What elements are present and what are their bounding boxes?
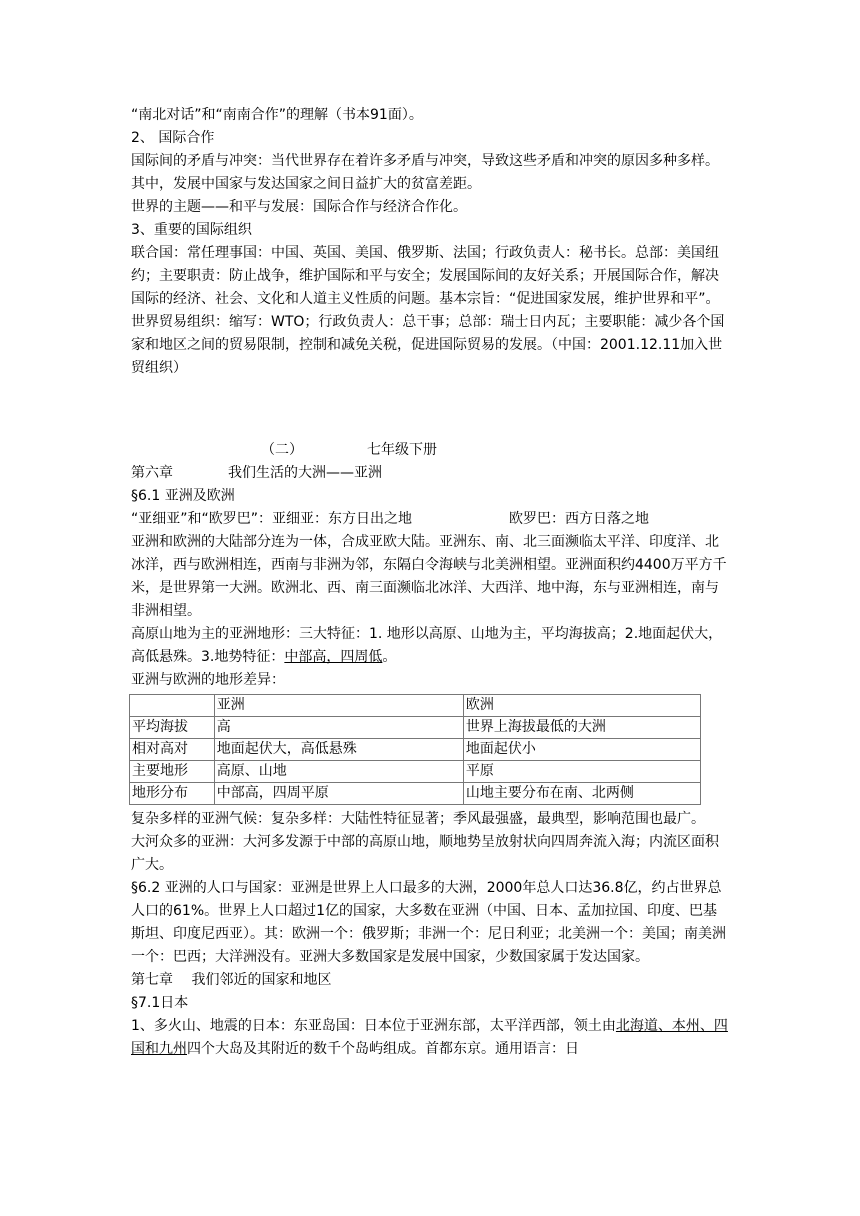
table-cell: 高 (214, 717, 463, 739)
paragraph: 大河众多的亚洲：大河多发源于中部的高原山地，顺地势呈放射状向四周奔流入海；内流区面积广大。 (131, 834, 719, 873)
subsection-heading: §6.1 亚洲及欧洲 (131, 488, 235, 504)
text-line (131, 508, 731, 531)
chapter-label: 第六章 (131, 465, 173, 481)
subsection-heading: §7.1日本 (131, 995, 189, 1011)
europe-name: 欧罗巴：西方日落之地 (509, 511, 649, 527)
underlined-text: 中部高，四周低 (284, 649, 383, 665)
table-row (130, 783, 701, 805)
table-cell: 地面起伏小 (463, 739, 700, 761)
paragraph: 复杂多样的亚洲气候：复杂多样：大陆性特征显著；季风最强盛，最典型，影响范围也最广。 (131, 811, 705, 827)
section-heading (131, 439, 731, 462)
paragraph: 联合国：常任理事国：中国、英国、美国、俄罗斯、法国；行政负责人：秘书长。总部：美国纽约；主要职责：防止战争，维护国际和平与安全；发展国际间的友好关系；开展国际合作，解决国际的经济、社会、文化和人道主义性质的问题。基本宗旨：“促进国家发展，维护世界和平”。 (131, 245, 720, 307)
paragraph: 1、多火山、地震的日本：东亚岛国：日本位于亚洲东部，太平洋西部，领土由北海道、本州、四国和九州四个大岛及其附近的数千个岛屿组成。首都东京。通用语言：日 (131, 1018, 728, 1057)
table-row (130, 761, 701, 783)
table-cell: 山地主要分布在南、北两侧 (463, 783, 700, 805)
table-cell: 世界上海拔最低的大洲 (463, 717, 700, 739)
table-cell (130, 695, 215, 717)
heading: 2、 国际合作 (131, 130, 215, 146)
paragraph: §6.2 亚洲的人口与国家：亚洲是世界上人口最多的大洲，2000年总人口达36.8亿，约占世界总人口的61%。世界上人口超过1亿的国家，大多数在亚洲（中国、日本、孟加拉国、印度、巴基斯坦、印度尼西亚）。其：欧洲一个：俄罗斯；非洲一个：尼日利亚；北美洲一个：美国；南美洲一个：巴西；大洋洲没有。亚洲大多数国家是发展中国家，少数国家属于发达国家。 (131, 880, 726, 965)
table-cell: 地面起伏大，高低悬殊 (214, 739, 463, 761)
table-row (130, 739, 701, 761)
table-cell: 中部高，四周平原 (214, 783, 463, 805)
underlined-text: 北海道、本州、四国和九州 (131, 1018, 728, 1057)
spacer (131, 380, 731, 439)
table-cell: 高原、山地 (214, 761, 463, 783)
chapter-heading (131, 462, 731, 485)
table-cell: 平原 (463, 761, 700, 783)
document-page (131, 104, 731, 1061)
chapter-title: 我们生活的大洲——亚洲 (228, 465, 382, 481)
table-header-cell: 欧洲 (463, 695, 700, 717)
table-cell: 平均海拔 (130, 717, 215, 739)
terrain-comparison-table (129, 694, 701, 805)
asia-name: “亚细亚”和“欧罗巴”：亚细亚：东方日出之地 (131, 511, 413, 527)
chapter-heading: 第七章 我们邻近的国家和地区 (131, 972, 332, 988)
table-row (130, 717, 701, 739)
section-title: 七年级下册 (367, 442, 437, 458)
table-cell: 主要地形 (130, 761, 215, 783)
table-caption: 亚洲与欧洲的地形差异： (131, 672, 285, 688)
paragraph: 世界的主题——和平与发展：国际合作与经济合作化。 (131, 199, 467, 215)
paragraph: 世界贸易组织：缩写：WTO；行政负责人：总干事；总部：瑞士日内瓦；主要职能：减少各个国家和地区之间的贸易限制，控制和减免关税，促进国际贸易的发展。（中国：2001.12.11加入世贸组织） (131, 314, 725, 376)
paragraph: 高原山地为主的亚洲地形：三大特征：1. 地形以高原、山地为主，平均海拔高；2.地面起伏大，高低悬殊。3.地势特征：中部高，四周低。 (131, 626, 723, 665)
table-header-cell: 亚洲 (214, 695, 463, 717)
table-header-row (130, 695, 701, 717)
heading: 3、重要的国际组织 (131, 222, 252, 238)
table-cell: 地形分布 (130, 783, 215, 805)
paragraph: 亚洲和欧洲的大陆部分连为一体，合成亚欧大陆。亚洲东、南、北三面濒临太平洋、印度洋、北冰洋，西与欧洲相连，西南与非洲为邻，东隔白令海峡与北美洲相望。亚洲面积约4400万平方千米，是世界第一大洲。欧洲北、西、南三面濒临北冰洋、大西洋、地中海，东与亚洲相连，南与非洲相望。 (131, 534, 727, 619)
text-line: “南北对话”和“南南合作”的理解（书本91面）。 (131, 107, 423, 123)
table-cell: 相对高对 (130, 739, 215, 761)
paragraph: 国际间的矛盾与冲突：当代世界存在着许多矛盾与冲突，导致这些矛盾和冲突的原因多种多样。其中，发展中国家与发达国家之间日益扩大的贫富差距。 (131, 153, 719, 192)
section-number: （二） (261, 442, 303, 458)
